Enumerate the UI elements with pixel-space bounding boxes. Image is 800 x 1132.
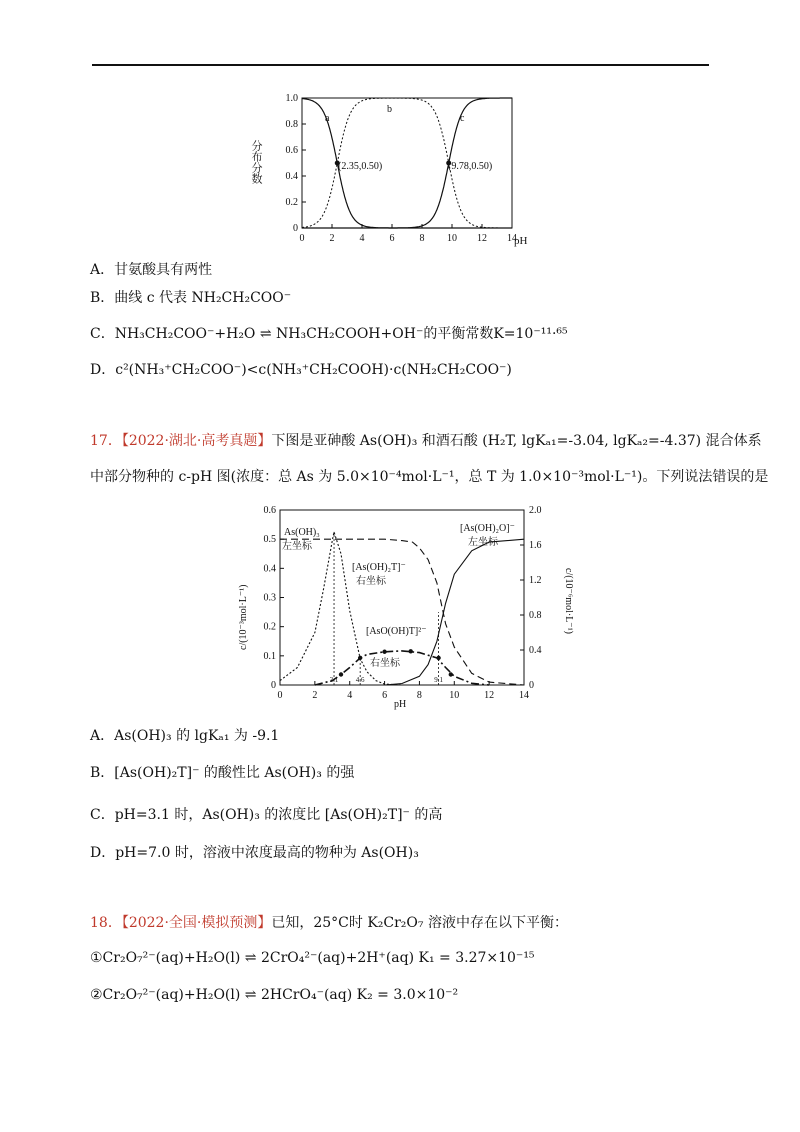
q18-stem [90, 913, 568, 933]
chart2-ytick-right-label: 1.2 [529, 575, 542, 586]
chart1-xtick-label: 6 [389, 233, 395, 244]
chart2-ytick-left-label: 0.3 [263, 592, 276, 604]
q16-option-b [90, 288, 291, 308]
label-asoh3: As(OH)₃ [284, 527, 320, 538]
q18-source: 【2022·全国·模拟预测】 [121, 915, 272, 931]
label-asoh2t-axis: 右坐标 [356, 576, 386, 587]
chart2-ytick-right-label: 0 [529, 680, 534, 691]
chart2-point [382, 650, 386, 654]
chart1-ylabel: 分布分数 [250, 140, 262, 184]
chart2-xtick-label: 8 [416, 690, 422, 701]
chart2-ytick-left-label: 0 [271, 680, 276, 691]
label-asoh2t: [As(OH)₂T]⁻ [352, 562, 406, 573]
series-c-label: c [460, 113, 465, 124]
chart2-ytick-left-label: 0.6 [263, 505, 276, 516]
q17-option-b: B．[As(OH)₂T]⁻ 的酸性比 As(OH)₃ 的强 [90, 765, 355, 781]
chart2-ytick-right-label: 0.8 [529, 610, 542, 621]
chart2-ytick-right-label: 1.6 [529, 540, 542, 551]
chart2-ytick-right-label: 0.4 [529, 645, 542, 656]
chart1-xlabel: pH [514, 235, 528, 247]
q16-b-prefix: B．曲线 c 代表 [90, 290, 192, 306]
q18-text: 已知，25°C时 K₂Cr₂O₇ 溶液中存在以下平衡： [271, 915, 568, 931]
q17-stem-line2: 中部分物种的 c-pH 图(浓度：总 As 为 5.0×10⁻⁴mol·L⁻¹，总 T 为 1.0×10⁻³mol·L⁻¹)。下列说法错误的是 [90, 469, 769, 485]
label-asoh2o: [As(OH)₂O]⁻ [460, 523, 515, 534]
chart1-xtick-label: 12 [477, 233, 487, 244]
q18-number: 18． [90, 915, 122, 931]
top-rule [92, 64, 709, 66]
label-asoh2o-axis: 左坐标 [468, 537, 498, 548]
chart2-point [409, 649, 413, 653]
chart2-xlabel: pH [394, 699, 407, 710]
annotation-2: (9.78,0.50) [448, 161, 493, 172]
chart1-xtick-label: 0 [299, 233, 305, 244]
chart2-ylabel-right: c/(10⁻⁶mol·L⁻¹) [563, 568, 574, 634]
chart2-xmark-label: 4.6 [355, 676, 365, 684]
distribution-chart [250, 88, 530, 258]
q17-number: 17． [90, 433, 122, 449]
q16-option-c [90, 324, 568, 344]
chart1-xtick-label: 4 [359, 233, 365, 244]
q16-option-d: D．c²(NH₃⁺CH₂COO⁻)<c(NH₃⁺CH₂COOH)·c(NH₂CH₂COO⁻) [90, 362, 512, 378]
chart2-xmark-label: 9.1 [434, 676, 443, 684]
chart1-xtick-label: 8 [419, 233, 425, 244]
chart2-ytick-right-label: 2.0 [529, 505, 542, 516]
label-asooht-axis: 右坐标 [370, 658, 400, 669]
chart2-series-3-line [315, 651, 489, 685]
chart1-xtick-label: 2 [329, 233, 335, 244]
label-asooht: [AsO(OH)T]²⁻ [366, 626, 427, 637]
q17-text1: 下图是亚砷酸 As(OH)₃ 和酒石酸 (H₂T, lgKₐ₁=-3.04, lgKₐ₂=-4.37) 混合体系 [271, 433, 762, 449]
series-b-label: b [387, 104, 392, 115]
chart2-ytick-left-label: 0.5 [263, 534, 276, 546]
series-a-label: a [325, 113, 330, 124]
chart2-point [358, 656, 362, 660]
q16-b-formula: NH₂CH₂COO⁻ [191, 290, 292, 306]
chart2-xtick-label: 12 [484, 690, 495, 701]
chart2-xtick-label: 4 [347, 690, 353, 701]
chart1-ytick-label: 0.4 [285, 171, 298, 182]
chart2-point [339, 672, 343, 676]
chart2-xmark-label: 3.1 [329, 676, 339, 684]
chart2-ylabel-left: c/(10⁻³mol·L⁻¹) [238, 584, 249, 650]
chart2-point [436, 656, 440, 660]
chart1-ytick-label: 0.6 [285, 145, 298, 156]
chart2-xtick-label: 10 [449, 690, 460, 701]
q18-equilibrium-1: ①Cr₂O₇²⁻(aq)+H₂O(l) ⇌ 2CrO₄²⁻(aq)+2H⁺(aq) K₁ = 3.27×10⁻¹⁵ [90, 950, 535, 966]
q16-c-formula: NH₃CH₂COO⁻+H₂O ⇌ NH₃CH₂COOH+OH⁻ [114, 326, 424, 342]
chart2-point [449, 672, 453, 676]
q17-source: 【2022·湖北·高考真题】 [121, 433, 272, 449]
chart2-xtick-label: 0 [277, 690, 283, 701]
concentration-ph-chart [228, 500, 578, 710]
chart2-ytick-left-label: 0.2 [263, 621, 276, 633]
q18-equilibrium-2: ②Cr₂O₇²⁻(aq)+H₂O(l) ⇌ 2HCrO₄⁻(aq) K₂ = 3.0×10⁻² [90, 987, 459, 1003]
chart2-ytick-left-label: 0.1 [263, 650, 276, 662]
q16-option-a: A．甘氨酸具有两性 [90, 262, 213, 278]
chart2-ytick-left-label: 0.4 [263, 563, 276, 575]
chart1-xtick-label: 10 [447, 233, 457, 244]
chart1-xtick-label: 14 [507, 233, 517, 244]
chart1-ytick-label: 0.8 [285, 119, 298, 130]
label-asoh3-axis: 左坐标 [282, 541, 312, 552]
q16-c-mid: 的平衡常数 [423, 326, 494, 342]
q17-option-c: C．pH=3.1 时，As(OH)₃ 的浓度比 [As(OH)₂T]⁻ 的高 [90, 807, 443, 823]
q17-option-a: A．As(OH)₃ 的 lgKₐ₁ 为 -9.1 [90, 728, 280, 744]
chart2-xtick-label: 14 [519, 690, 529, 701]
chart1-ytick-label: 0.2 [285, 197, 298, 208]
chart1-ytick-label: 0 [293, 223, 298, 234]
q17-stem-line1 [90, 431, 762, 451]
chart2-xtick-label: 6 [382, 690, 388, 701]
chart1-ytick-label: 1.0 [285, 93, 298, 104]
q16-c-k: K=10⁻¹¹·⁶⁵ [493, 326, 568, 342]
q17-option-d: D．pH=7.0 时，溶液中浓度最高的物种为 As(OH)₃ [90, 845, 419, 861]
annotation-1: (2.35,0.50) [338, 161, 383, 172]
q16-c-prefix: C． [90, 326, 115, 342]
chart2-xtick-label: 2 [312, 690, 318, 701]
